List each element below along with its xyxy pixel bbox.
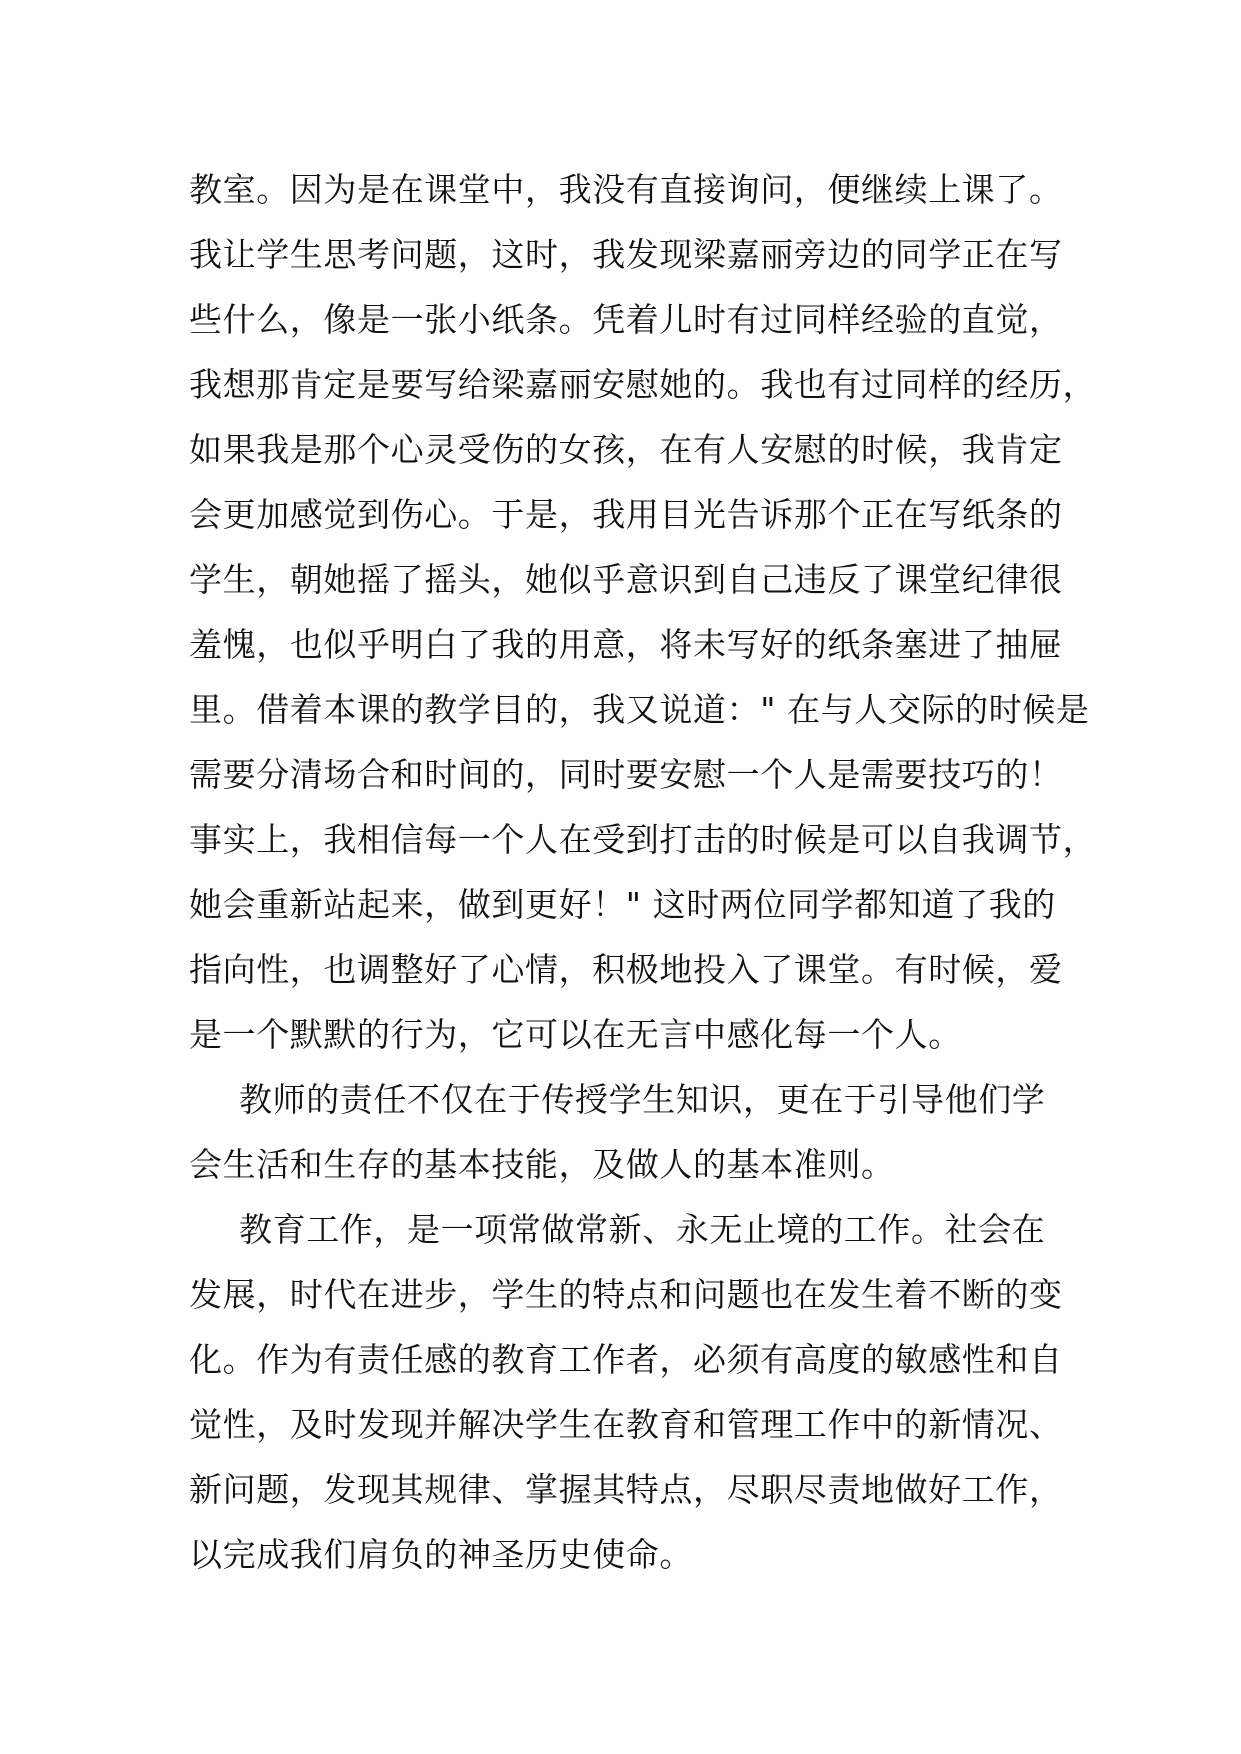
text-line: 以完成我们肩负的神圣历史使命。 [189,1535,693,1574]
text-line: 化。作为有责任感的教育工作者，必须有高度的敏感性和自 [189,1340,1063,1379]
text-line: 事实上，我相信每一个人在受到打击的时候是可以自我调节， [189,820,1097,859]
text-line: 指向性，也调整好了心情，积极地投入了课堂。有时候，爱 [189,950,1063,989]
text-line: 她会重新站起来，做到更好！" 这时两位同学都知道了我的 [189,885,1056,924]
text-line: 发展，时代在进步，学生的特点和问题也在发生着不断的变 [189,1275,1063,1314]
text-line: 教室。因为是在课堂中，我没有直接询问，便继续上课了。 [189,170,1063,209]
text-line: 如果我是那个心灵受伤的女孩，在有人安慰的时候，我肯定 [189,430,1063,469]
text-line: 新问题，发现其规律、掌握其特点，尽职尽责地做好工作， [189,1470,1063,1509]
text-line: 些什么，像是一张小纸条。凭着儿时有过同样经验的直觉， [189,300,1063,339]
text-line: 会生活和生存的基本技能，及做人的基本准则。 [189,1145,895,1184]
paragraph-1 [189,157,1097,1067]
text-line: 觉性，及时发现并解决学生在教育和管理工作中的新情况、 [189,1405,1063,1444]
text-line: 我让学生思考问题，这时，我发现梁嘉丽旁边的同学正在写 [189,235,1063,274]
text-line: 需要分清场合和时间的，同时要安慰一个人是需要技巧的！ [189,755,1063,794]
text-line: 羞愧，也似乎明白了我的用意，将未写好的纸条塞进了抽屉 [189,625,1063,664]
text-line: 教师的责任不仅在于传授学生知识，更在于引导他们学 [239,1080,1046,1119]
text-line: 学生，朝她摇了摇头，她似乎意识到自己违反了课堂纪律很 [189,560,1063,599]
text-line: 会更加感觉到伤心。于是，我用目光告诉那个正在写纸条的 [189,495,1063,534]
text-line: 是一个默默的行为，它可以在无言中感化每一个人。 [189,1015,962,1054]
text-line: 我想那肯定是要写给梁嘉丽安慰她的。我也有过同样的经历， [189,365,1097,404]
paragraph-3 [189,1197,1069,1587]
text-line: 教育工作，是一项常做常新、永无止境的工作。社会在 [239,1210,1046,1249]
body-text [189,157,1097,1587]
text-line: 里。借着本课的教学目的，我又说道：" 在与人交际的时候是 [189,690,1090,729]
paragraph-2 [189,1067,1069,1197]
